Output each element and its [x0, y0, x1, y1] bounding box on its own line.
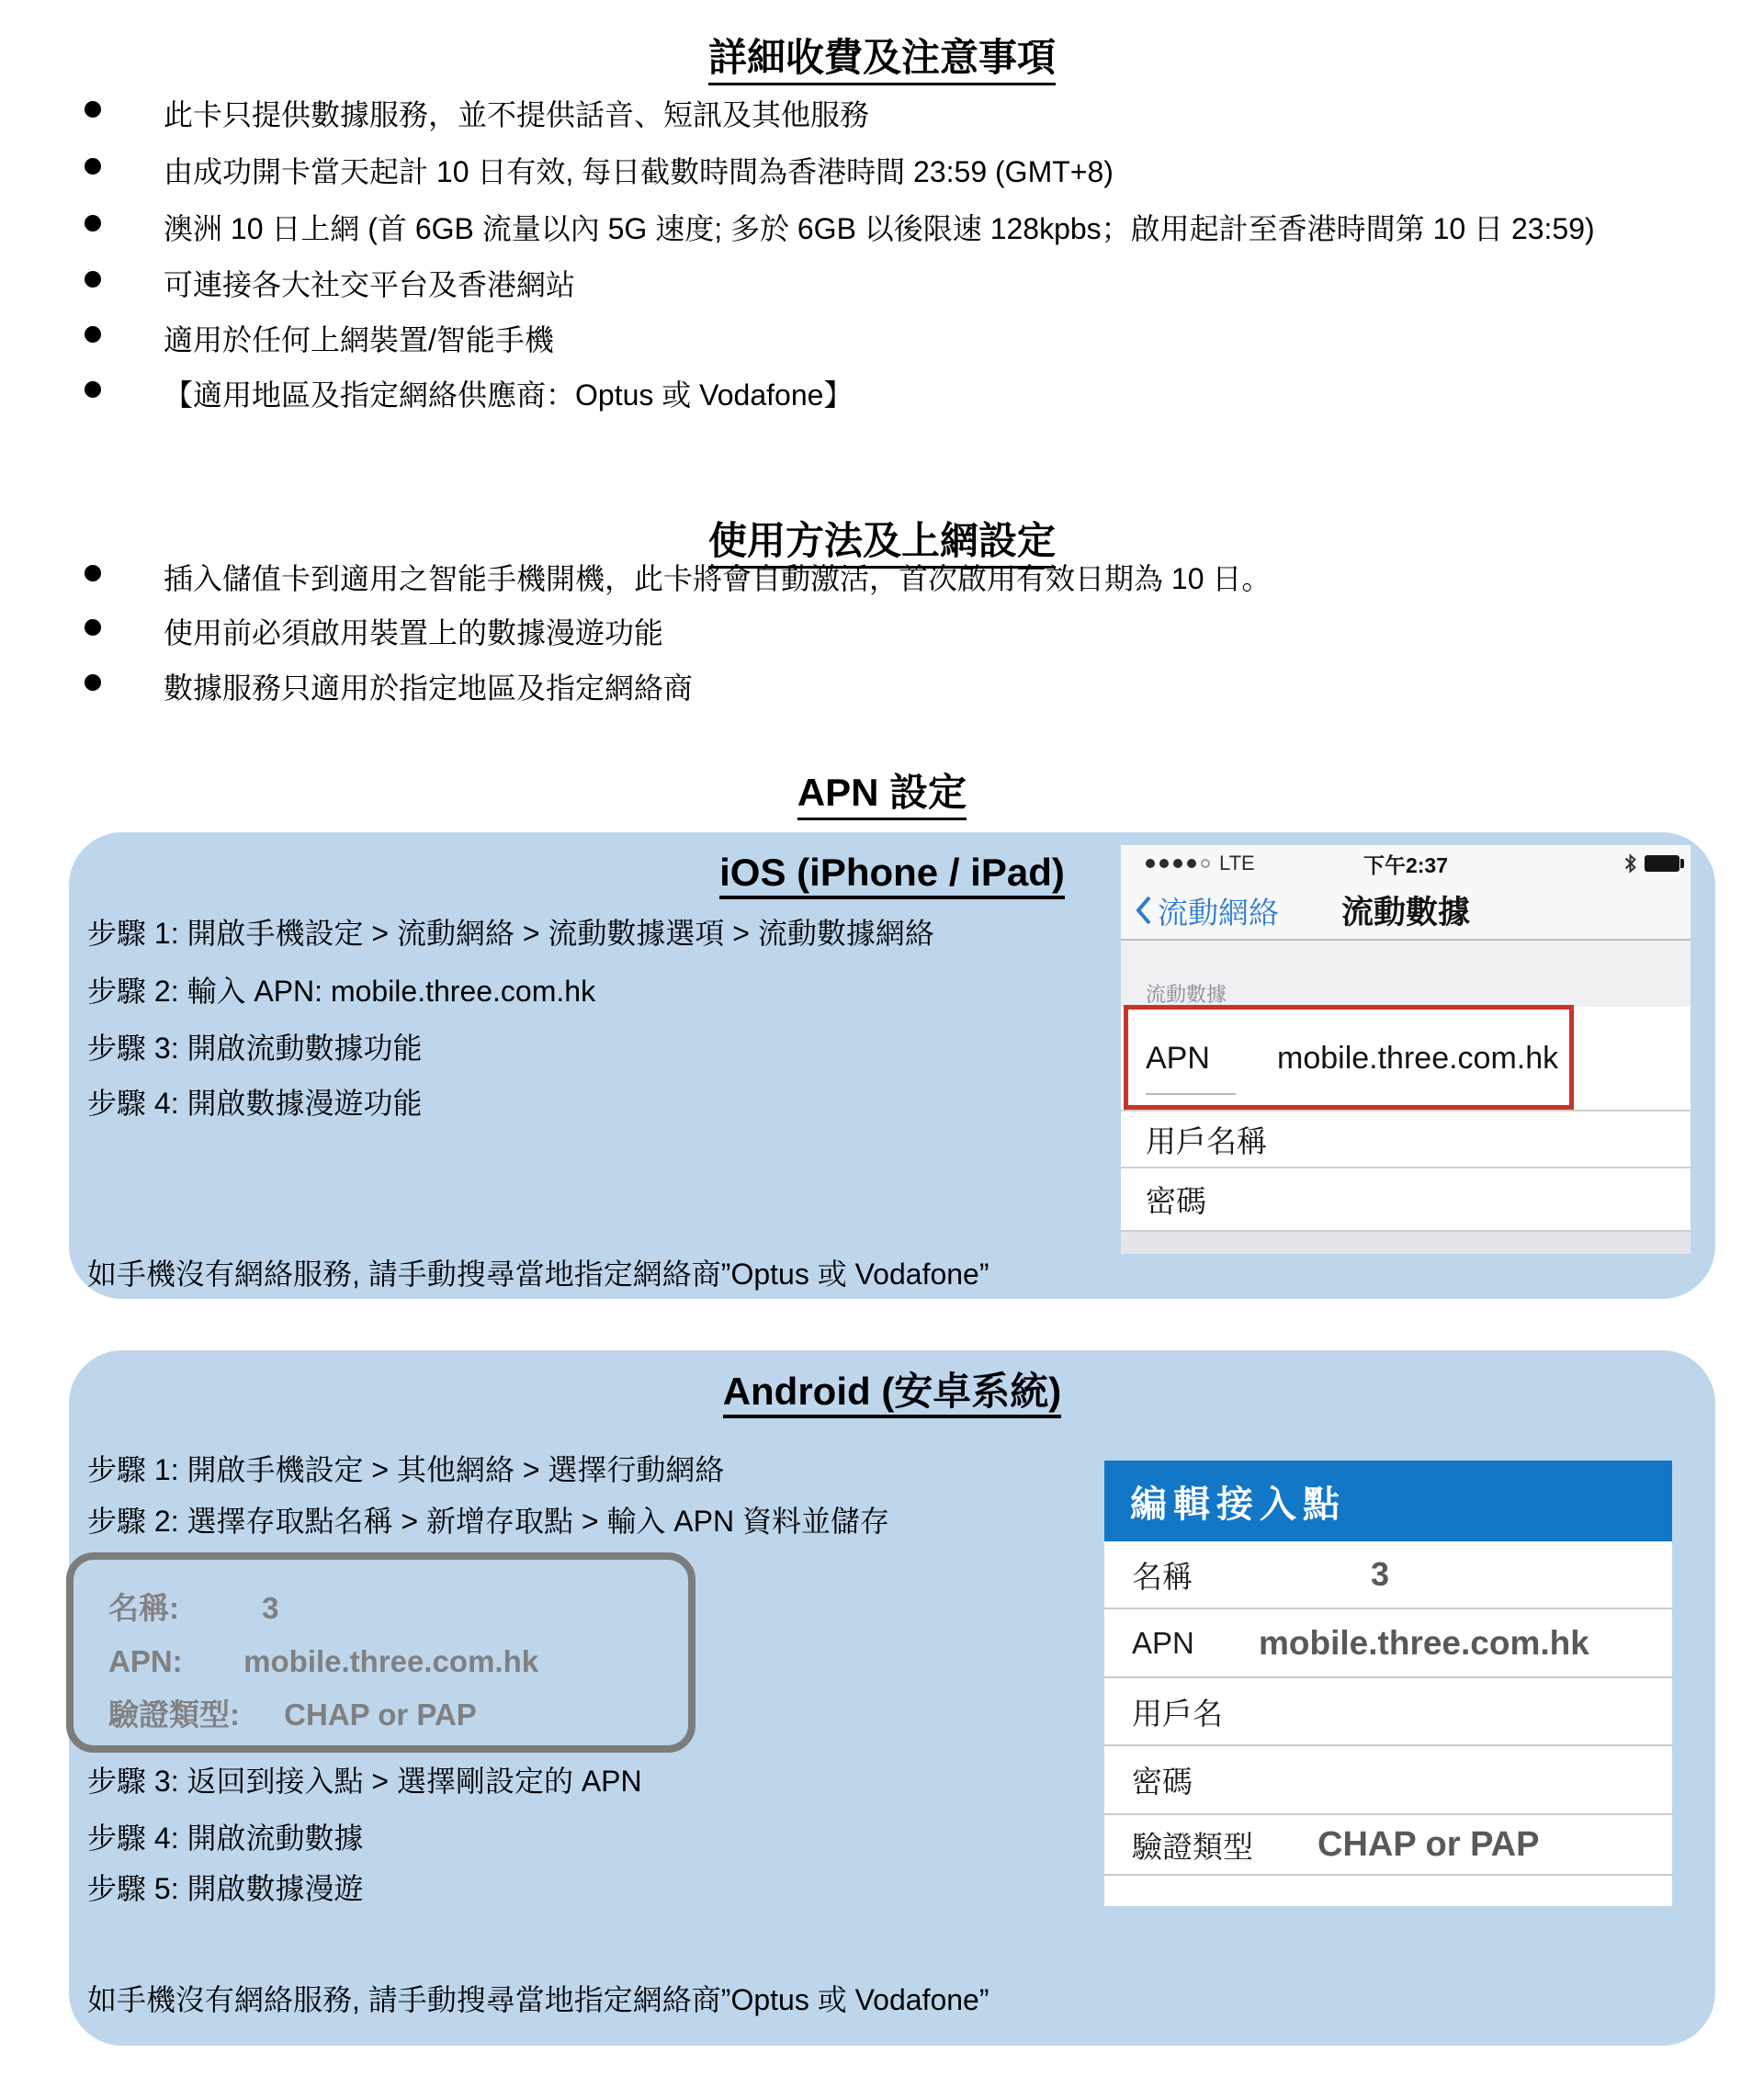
- row-label: 密碼: [1132, 1765, 1193, 1799]
- bullet-text: 由成功開卡當天起計 10 日有效, 每日截數時間為香港時間 23:59 (GMT+8): [164, 155, 1114, 188]
- nav-back-button: [1134, 889, 1279, 932]
- table-row-password: [1104, 1746, 1672, 1815]
- row-label: 驗證類型: [1132, 1829, 1253, 1864]
- row-label: 用戶名: [1132, 1696, 1223, 1731]
- iphone-screenshot: [1121, 845, 1690, 1254]
- ios-note: 如手機沒有網絡服務, 請手動搜尋當地指定網絡商”Optus 或 Vodafone”: [87, 1258, 989, 1291]
- bullet-icon: [85, 215, 101, 231]
- bullet-text: 適用於任何上網裝置/智能手機: [164, 323, 554, 356]
- row-value: CHAP or PAP: [1317, 1824, 1540, 1864]
- bullet-item: [85, 317, 554, 359]
- android-step-2: 步驟 2: 選擇存取點名稱 > 新增存取點 > 輸入 APN 資料並儲存: [87, 1505, 889, 1538]
- info-line-auth: [108, 1688, 688, 1742]
- android-title: [69, 1361, 1715, 1416]
- bullet-text: 插入儲值卡到適用之智能手機開機，此卡將會自動激活，首次啟用有效日期為 10 日。: [164, 562, 1272, 595]
- info-apn-label: APN:: [108, 1644, 183, 1678]
- apn-highlight-red-box: [1124, 1005, 1574, 1110]
- bullet-item: [85, 665, 693, 707]
- nav-back-label: 流動網絡: [1158, 895, 1279, 930]
- doc-title: [0, 28, 1764, 83]
- iphone-nav-bar: [1121, 882, 1690, 941]
- bullet-item: [85, 262, 575, 304]
- spacer: [1121, 941, 1690, 979]
- info-auth-label: 驗證類型:: [108, 1698, 240, 1732]
- android-step-3: 步驟 3: 返回到接入點 > 選擇剛設定的 APN: [87, 1765, 642, 1798]
- password-row: [1121, 1167, 1690, 1230]
- info-line-name: [108, 1582, 688, 1635]
- username-row: [1121, 1110, 1690, 1167]
- android-step-4: 步驟 4: 開啟流動數據: [87, 1822, 364, 1855]
- apn-heading-text: APN 設定: [797, 771, 967, 820]
- bullet-text: 【適用地區及指定網絡供應商：Optus 或 Vodafone】: [164, 378, 854, 412]
- section-label: 流動數據: [1146, 983, 1227, 1006]
- bullet-text: 數據服務只適用於指定地區及指定網絡商: [164, 671, 694, 705]
- table-row-auth-type: [1104, 1815, 1672, 1876]
- android-title-text: Android (安卓系統): [723, 1370, 1062, 1418]
- bullet-text: 可連接各大社交平台及香港網站: [164, 268, 576, 301]
- ios-step-3: 步驟 3: 開啟流動數據功能: [87, 1032, 423, 1065]
- table-row-apn: [1104, 1609, 1672, 1678]
- usage-section-title-text: 使用方法及上網設定: [708, 519, 1056, 569]
- bullet-text: 此卡只提供數據服務，並不提供話音、短訊及其他服務: [164, 98, 870, 131]
- bullet-item: [85, 556, 1271, 598]
- status-time: 下午2:37: [1363, 852, 1449, 877]
- bullet-icon: [85, 674, 101, 691]
- carrier-label: LTE: [1219, 852, 1255, 874]
- edit-apn-header: 編輯接入點: [1104, 1461, 1672, 1541]
- bullet-icon: [85, 565, 101, 581]
- bullet-item: [85, 149, 1114, 191]
- back-chevron-icon: [1134, 895, 1152, 926]
- nav-title: 流動數據: [1340, 895, 1470, 931]
- bullet-icon: [85, 271, 101, 288]
- bullet-text: 使用前必須啟用裝置上的數據漫遊功能: [164, 616, 664, 649]
- table-row-username: [1104, 1678, 1672, 1746]
- row-label: 名稱: [1132, 1559, 1193, 1594]
- ios-step-4: 步驟 4: 開啟數據漫遊功能: [87, 1087, 423, 1120]
- android-screenshot: [1104, 1461, 1672, 1906]
- bullet-item: [85, 206, 1595, 248]
- apn-row-label: APN: [1146, 1040, 1210, 1076]
- android-step-5: 步驟 5: 開啟數據漫遊: [87, 1872, 364, 1905]
- info-name-value: 3: [262, 1591, 279, 1625]
- bullet-item: [85, 610, 663, 652]
- table-row-name: [1104, 1541, 1672, 1609]
- doc-title-text: 詳細收費及注意事項: [708, 36, 1056, 85]
- android-note: 如手機沒有網絡服務, 請手動搜尋當地指定網絡商”Optus 或 Vodafone”: [87, 1983, 989, 2016]
- bullet-icon: [85, 101, 101, 118]
- ios-section-box: [69, 832, 1715, 1299]
- row-label: APN: [1132, 1625, 1194, 1660]
- ios-step-1: 步驟 1: 開啟手機設定 > 流動網絡 > 流動數據選項 > 流動數據網絡: [87, 917, 934, 950]
- row-value: mobile.three.com.hk: [1259, 1623, 1589, 1662]
- row-value: 3: [1371, 1555, 1390, 1593]
- info-line-apn: [108, 1635, 688, 1688]
- screenshot-footer: [1104, 1876, 1672, 1906]
- bullet-icon: [85, 326, 101, 343]
- bullet-item: [85, 92, 869, 134]
- password-row-label: 密碼: [1146, 1184, 1206, 1218]
- bullet-item: [85, 372, 853, 414]
- bullet-icon: [85, 381, 101, 398]
- info-auth-value: CHAP or PAP: [284, 1698, 477, 1732]
- screenshot-footer: [1121, 1230, 1690, 1254]
- ios-step-2: 步驟 2: 輸入 APN: mobile.three.com.hk: [87, 975, 596, 1008]
- bullet-text: 澳洲 10 日上網 (首 6GB 流量以內 5G 速度; 多於 6GB 以後限速 128kpbs；啟用起計至香港時間第 10 日 23:59): [164, 212, 1595, 245]
- apn-heading: [0, 762, 1764, 818]
- ios-title-text: iOS (iPhone / iPad): [719, 851, 1065, 899]
- info-apn-value: mobile.three.com.hk: [243, 1644, 539, 1678]
- bullet-icon: [85, 619, 101, 636]
- apn-row-value: mobile.three.com.hk: [1277, 1040, 1559, 1076]
- android-step-1: 步驟 1: 開啟手機設定 > 其他網絡 > 選擇行動網絡: [87, 1453, 725, 1486]
- info-name-label: 名稱:: [108, 1591, 179, 1625]
- apn-info-box: [66, 1552, 695, 1753]
- iphone-status-bar: [1121, 845, 1690, 882]
- bullet-icon: [85, 158, 101, 175]
- battery-icon: [1645, 855, 1679, 872]
- bluetooth-icon: [1623, 853, 1637, 874]
- username-row-label: 用戶名稱: [1146, 1123, 1267, 1158]
- android-section-box: [69, 1350, 1715, 2046]
